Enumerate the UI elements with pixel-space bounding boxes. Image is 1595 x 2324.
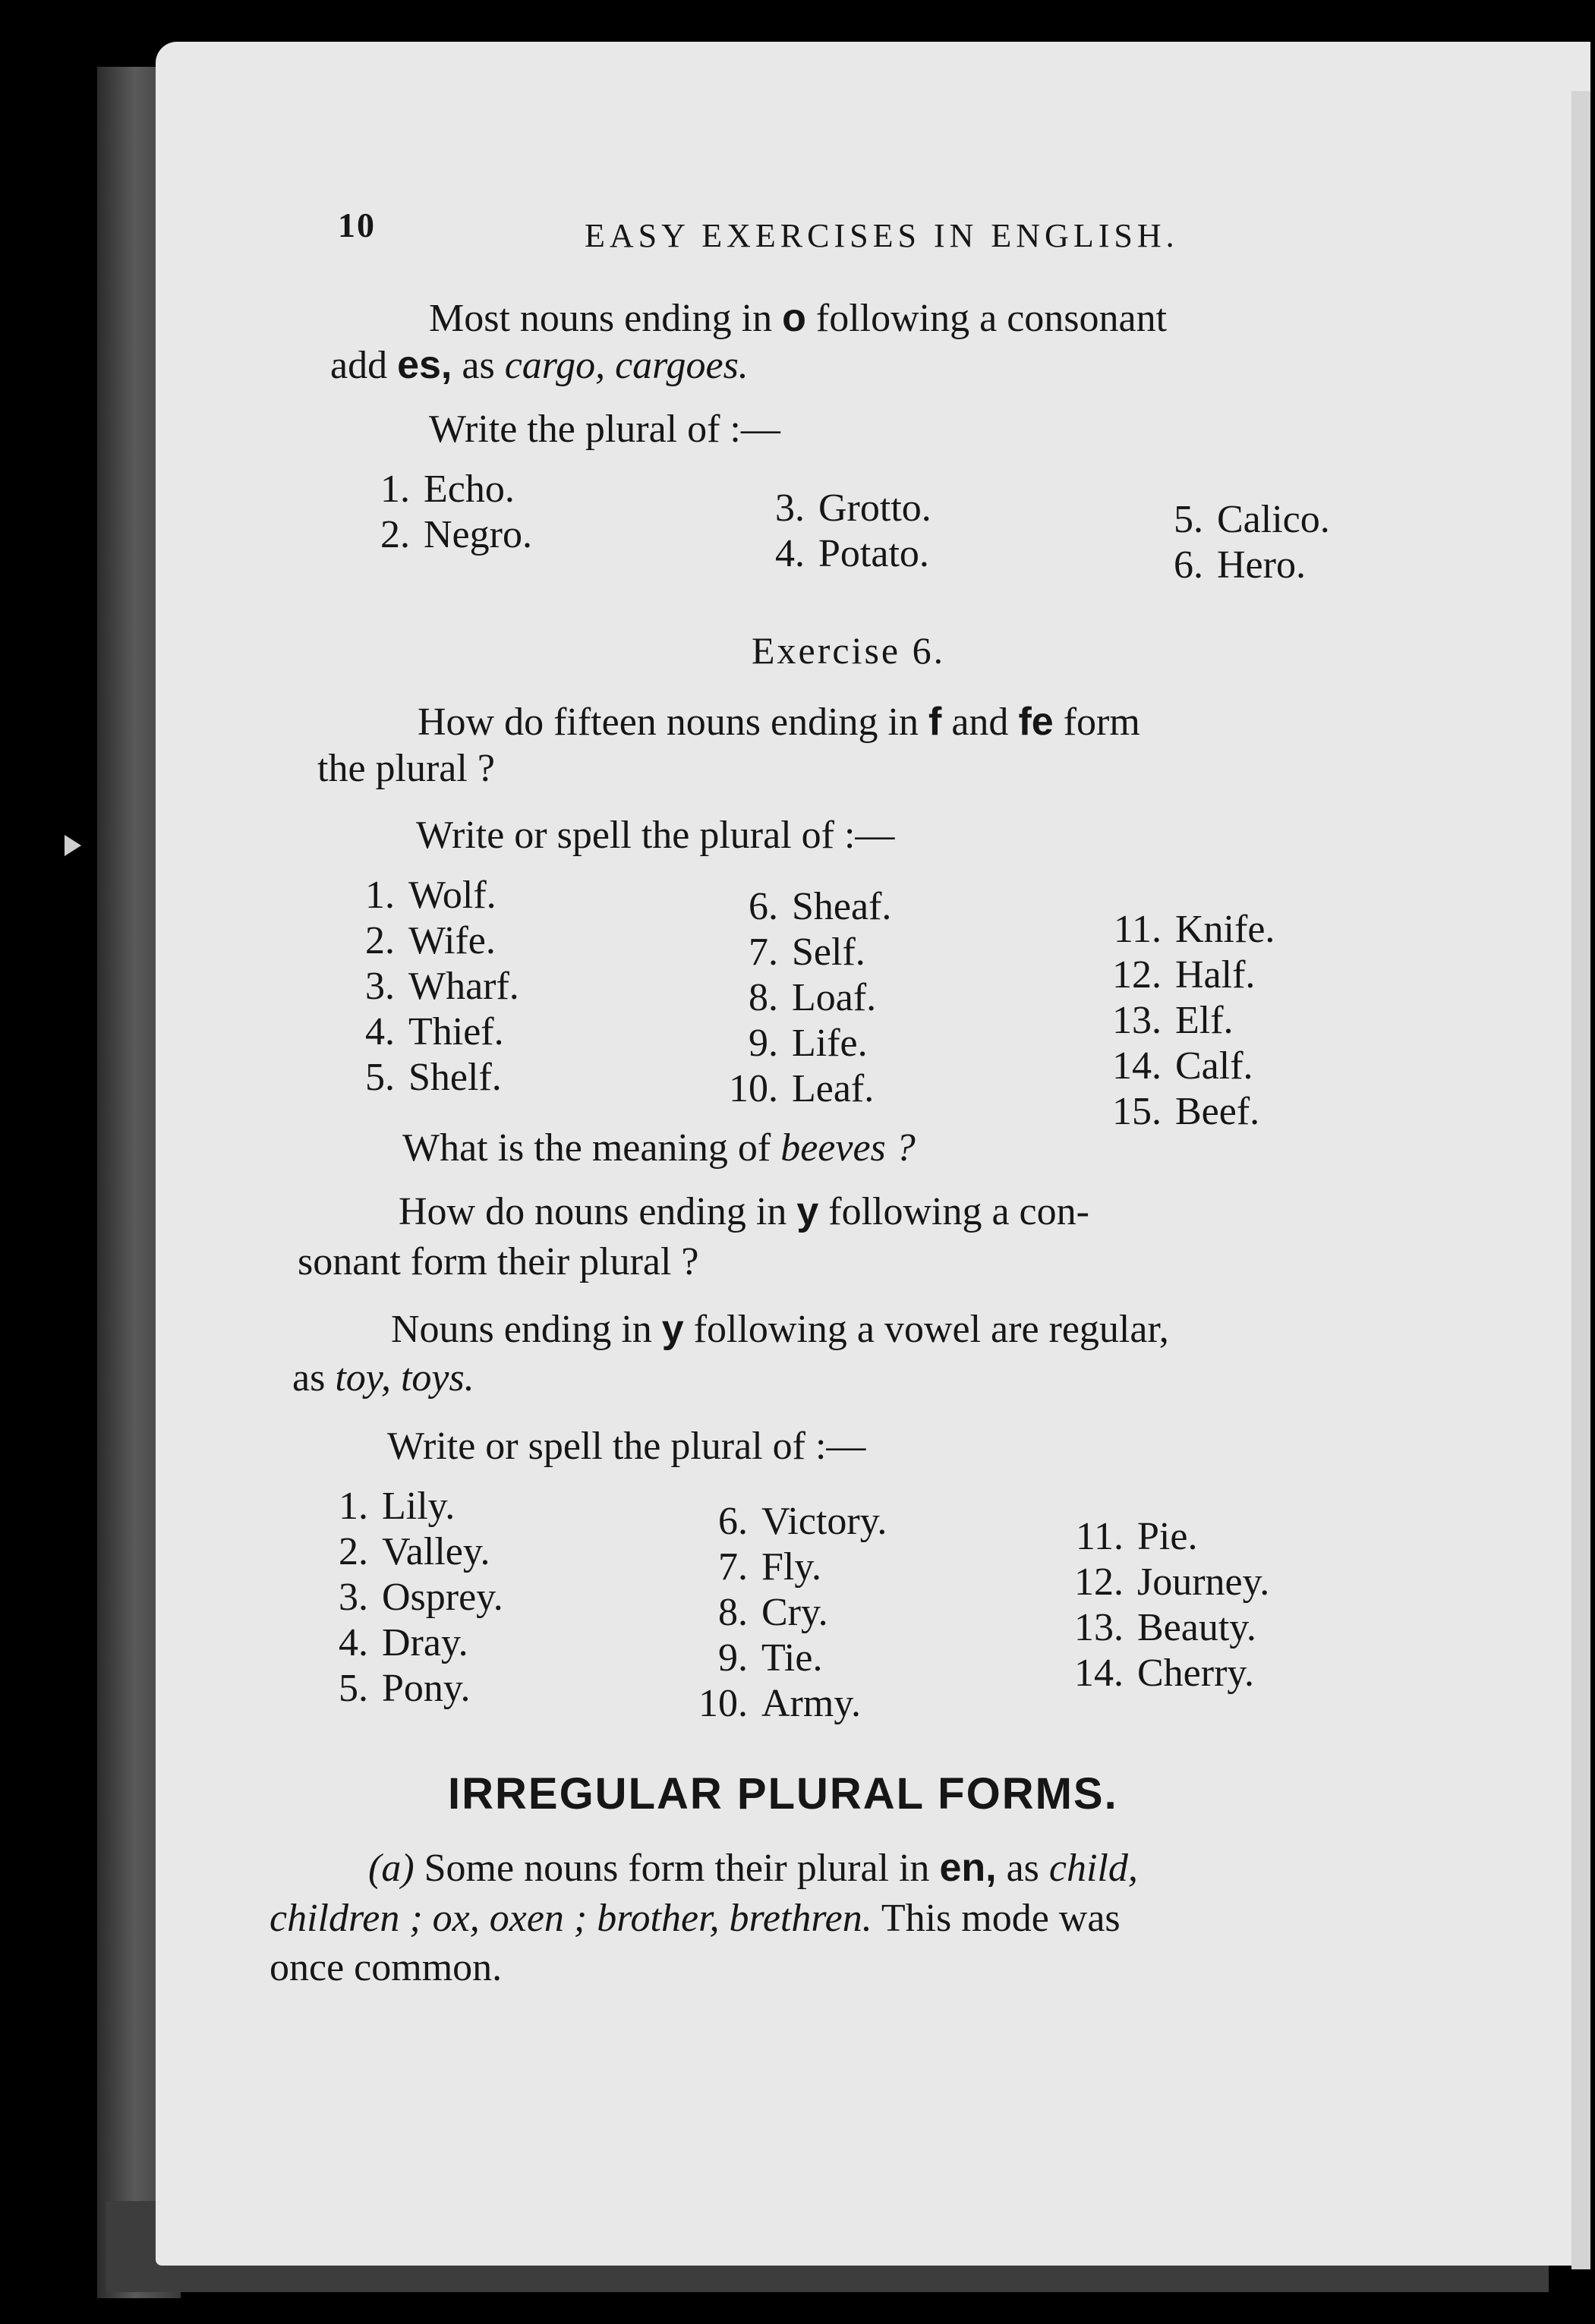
list-item [1070, 1514, 1269, 1560]
list-item-word: Self. [792, 931, 865, 974]
question-f-bold: f [928, 700, 942, 744]
list-item [752, 486, 931, 531]
rule-o-line1 [429, 294, 1167, 342]
list-o-col1 [357, 467, 532, 558]
question-f-text: and [941, 701, 1019, 744]
list-item [342, 1009, 519, 1055]
list-item-word: Elf. [1175, 999, 1234, 1042]
question-beeves-italic: beeves ? [780, 1126, 916, 1170]
list-item-word: Thief. [408, 1010, 504, 1053]
list-item-number: 9. [749, 1022, 778, 1065]
list-item-word: Cry. [761, 1591, 828, 1634]
list-item-word: Loaf. [792, 976, 877, 1019]
list-item-number: 6. [1174, 543, 1203, 587]
rule-o-text: Most nouns ending in [429, 297, 783, 340]
list-item-word: Pony. [382, 1667, 471, 1710]
list-item [357, 512, 532, 558]
question-beeves-text: What is the meaning of [402, 1126, 781, 1170]
list-item-word: Beauty. [1137, 1606, 1256, 1649]
list-item-number: 6. [718, 1500, 748, 1543]
question-y-line1 [399, 1188, 1089, 1236]
list-item-word: Shelf. [408, 1056, 502, 1099]
list-item [695, 1590, 887, 1636]
list-item-number: 13. [1074, 1606, 1124, 1649]
list-y-col1 [315, 1484, 503, 1712]
list-item-number: 8. [749, 976, 778, 1019]
list-item [1108, 998, 1275, 1044]
rule-o-text: add [330, 344, 398, 387]
list-item [315, 1529, 503, 1575]
irregular-a-text: as [996, 1847, 1049, 1890]
list-item-number: 5. [365, 1056, 395, 1099]
list-item-word: Calico. [1217, 498, 1330, 541]
irregular-a-marker: (a) [368, 1847, 415, 1890]
question-y-bold: y [796, 1189, 819, 1233]
prompt-plural-2: Write or spell the plural of :— [416, 814, 895, 857]
question-f-line1 [418, 698, 1140, 746]
rule-y-example: toy, toys. [335, 1356, 474, 1400]
irregular-a-text: Some nouns form their plural in [414, 1847, 940, 1890]
list-item-number: 14. [1074, 1652, 1124, 1695]
list-item [315, 1620, 503, 1666]
list-item-word: Negro. [424, 513, 532, 556]
page-number: 10 [338, 206, 376, 244]
list-item [1108, 953, 1275, 998]
list-o-col3 [1150, 497, 1330, 588]
question-f-line2: the plural ? [317, 747, 495, 790]
rule-y-bold: y [661, 1307, 684, 1351]
rule-o-text: following a consonant [805, 297, 1168, 340]
rule-o-bold: es, [397, 343, 452, 387]
question-f-text: form [1053, 701, 1140, 744]
list-item-number: 5. [1174, 498, 1203, 541]
list-item [725, 884, 891, 930]
prompt-plural-1: Write the plural of :— [429, 408, 780, 451]
list-item-word: Victory. [761, 1500, 887, 1543]
list-item [357, 467, 532, 512]
list-item-number: 3. [339, 1576, 368, 1619]
list-item [695, 1499, 887, 1545]
list-item-number: 8. [718, 1591, 748, 1634]
list-item [315, 1666, 503, 1712]
list-item-word: Fly. [761, 1545, 821, 1589]
margin-mark [65, 835, 81, 856]
list-item-word: Potato. [818, 532, 929, 575]
list-item [695, 1636, 887, 1681]
rule-y-text: following a vowel are regular, [683, 1308, 1169, 1351]
list-item-word: Sheaf. [792, 885, 892, 928]
section-heading: IRREGULAR PLURAL FORMS. [448, 1769, 1118, 1819]
rule-y-text: Nouns ending in [391, 1308, 662, 1351]
list-f-col2 [725, 884, 891, 1112]
list-item-word: Beef. [1175, 1090, 1260, 1133]
list-item-word: Dray. [382, 1621, 468, 1664]
list-item [315, 1484, 503, 1529]
irregular-a-italic: children ; ox, oxen ; brother, brethren. [270, 1897, 872, 1940]
rule-o-example: cargo, cargoes. [504, 344, 749, 387]
question-f-text: How do fifteen nouns ending in [418, 701, 929, 744]
list-item-number: 1. [339, 1485, 368, 1528]
list-item [1150, 497, 1330, 543]
list-y-col2 [695, 1499, 887, 1727]
list-item [1150, 543, 1330, 588]
list-item-number: 7. [749, 931, 778, 974]
list-item [1108, 1089, 1275, 1135]
list-item-word: Tie. [761, 1636, 823, 1680]
list-item-number: 5. [339, 1667, 368, 1710]
list-item-word: Wharf. [408, 965, 519, 1008]
list-item-number: 2. [380, 513, 410, 556]
list-item [1070, 1651, 1269, 1696]
list-item [342, 964, 519, 1009]
list-item-number: 10. [729, 1067, 778, 1110]
list-item-word: Wolf. [408, 874, 496, 917]
list-y-col3 [1070, 1514, 1269, 1696]
list-item [1070, 1560, 1269, 1605]
question-y-text: How do nouns ending in [399, 1190, 797, 1233]
rule-y-text: as [292, 1356, 336, 1400]
list-item [1108, 1044, 1275, 1089]
list-item-number: 3. [775, 487, 805, 530]
question-y-line2: sonant form their plural ? [298, 1240, 699, 1283]
list-item-word: Life. [792, 1022, 868, 1065]
list-item [752, 531, 931, 577]
list-item-number: 7. [718, 1545, 748, 1589]
list-item [725, 975, 891, 1021]
list-item-number: 1. [365, 874, 395, 917]
list-item-word: Grotto. [818, 487, 931, 530]
list-item-number: 4. [775, 532, 805, 575]
list-item-number: 2. [365, 919, 395, 962]
list-item-number: 11. [1075, 1515, 1124, 1558]
list-item-word: Pie. [1137, 1515, 1198, 1558]
rule-o-line2 [330, 342, 749, 389]
list-item-word: Valley. [382, 1530, 490, 1573]
exercise-heading: Exercise 6. [752, 629, 946, 672]
rule-o-bold: o [782, 296, 806, 340]
list-item-number: 4. [339, 1621, 368, 1664]
list-item-word: Army. [761, 1682, 861, 1725]
irregular-a-line1 [368, 1844, 1138, 1892]
list-item [695, 1681, 887, 1727]
list-item-number: 1. [380, 468, 410, 511]
list-item [1108, 907, 1275, 953]
list-o-col2 [752, 486, 931, 577]
list-item [342, 1055, 519, 1101]
irregular-a-italic: child, [1048, 1847, 1138, 1890]
list-item-number: 13. [1112, 999, 1162, 1042]
question-beeves [402, 1125, 916, 1172]
list-item-word: Echo. [424, 468, 515, 511]
list-item-number: 12. [1074, 1560, 1124, 1604]
list-item-word: Lily. [382, 1485, 455, 1528]
list-item-word: Hero. [1217, 543, 1306, 587]
list-item-word: Leaf. [792, 1067, 875, 1110]
list-item [725, 1021, 891, 1066]
list-item-number: 14. [1112, 1044, 1162, 1088]
list-item-word: Osprey. [382, 1576, 503, 1619]
list-item [725, 930, 891, 975]
irregular-a-line3: once common. [270, 1946, 503, 1989]
list-item-word: Journey. [1137, 1560, 1270, 1604]
list-item-number: 10. [698, 1682, 748, 1725]
list-item [1070, 1605, 1269, 1651]
list-item [342, 873, 519, 918]
list-item-number: 11. [1113, 908, 1162, 951]
running-title: EASY EXERCISES IN ENGLISH. [585, 217, 1179, 254]
prompt-plural-3: Write or spell the plural of :— [387, 1425, 866, 1468]
list-item-number: 4. [365, 1010, 395, 1053]
irregular-a-text: This mode was [872, 1897, 1121, 1940]
list-item-number: 12. [1112, 953, 1162, 997]
list-item-word: Knife. [1175, 908, 1275, 951]
list-item-number: 9. [718, 1636, 748, 1680]
irregular-a-line2 [270, 1895, 1121, 1942]
list-item-word: Wife. [408, 919, 496, 962]
list-item-number: 15. [1112, 1090, 1162, 1133]
list-item-word: Half. [1175, 953, 1256, 997]
list-item [725, 1066, 891, 1112]
rule-y-line1 [391, 1305, 1169, 1353]
list-item [342, 918, 519, 964]
page-right-edge [1571, 91, 1590, 2269]
question-y-text: following a con- [818, 1190, 1089, 1233]
question-f-bold: fe [1018, 700, 1054, 744]
rule-y-line2 [292, 1355, 474, 1402]
list-item [695, 1545, 887, 1590]
list-item-number: 6. [749, 885, 778, 928]
list-item-number: 2. [339, 1530, 368, 1573]
rule-o-text: as [452, 344, 505, 387]
list-f-col3 [1108, 907, 1275, 1135]
list-item-word: Cherry. [1137, 1652, 1255, 1695]
list-item [315, 1575, 503, 1620]
list-f-col1 [342, 873, 519, 1101]
list-item-number: 3. [365, 965, 395, 1008]
list-item-word: Calf. [1175, 1044, 1253, 1088]
irregular-a-bold: en, [939, 1846, 997, 1890]
